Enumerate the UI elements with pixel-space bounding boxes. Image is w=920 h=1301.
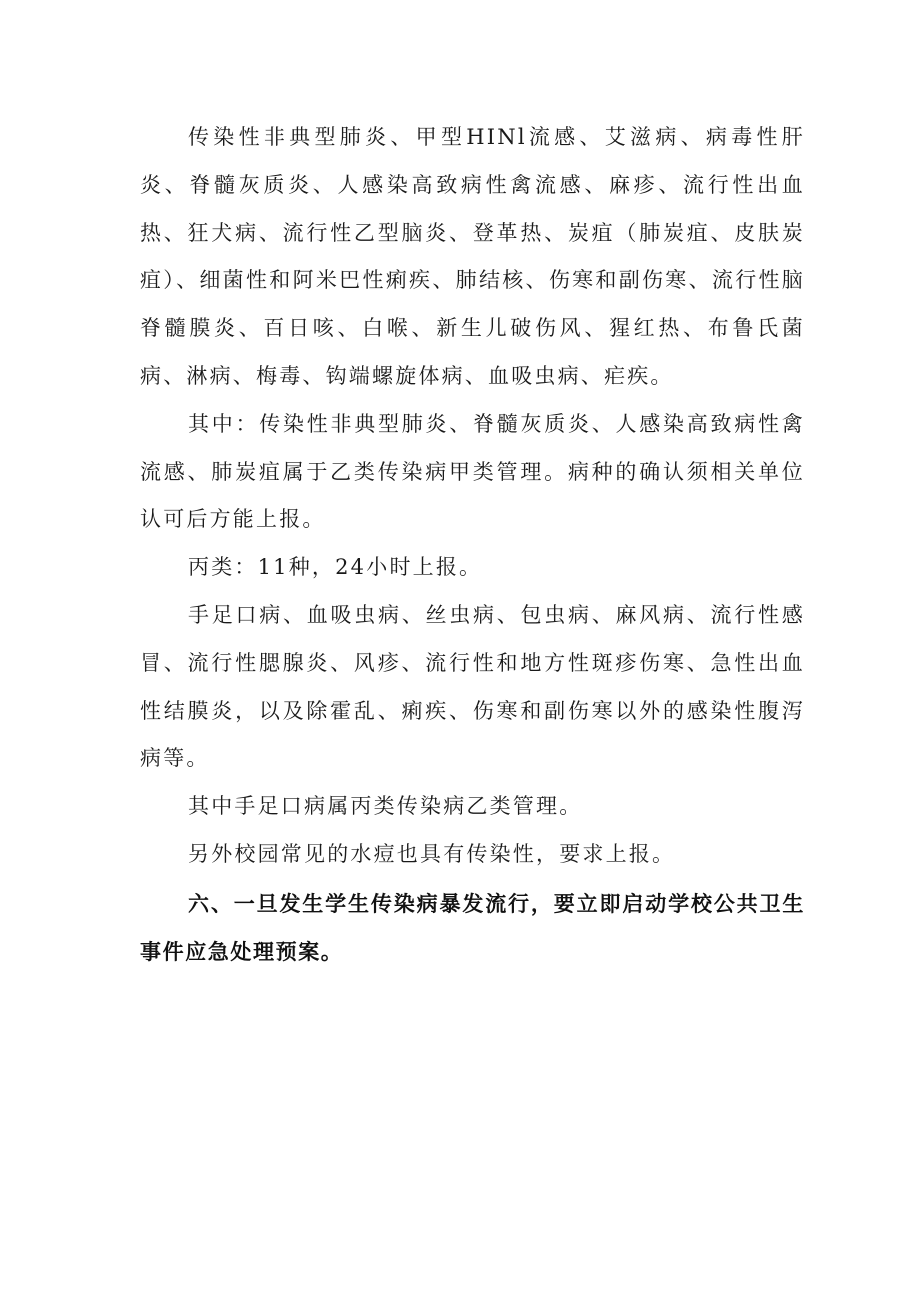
- document-body: [140, 114, 805, 976]
- paragraph-class-b-disease-list: 传染性非典型肺炎、甲型HINl流感、艾滋病、病毒性肝炎、脊髓灰质炎、人感染高致病性禽流感、麻疹、流行性出血热、狂犬病、流行性乙型脑炎、登革热、炭疽（肺炭疽、皮肤炭疽）、细菌性和阿米巴性痢疾、肺结核、伤寒和副伤寒、流行性脑脊髓膜炎、百日咳、白喉、新生儿破伤风、猩红热、布鲁氏菌病、淋病、梅毒、钩端螺旋体病、血吸虫病、疟疾。: [140, 125, 805, 388]
- paragraph-hfmd-note: 其中手足口病属丙类传染病乙类管理。: [188, 794, 583, 819]
- paragraph-class-c-header: 丙类：11种，24小时上报。: [188, 555, 483, 580]
- paragraph-class-c-disease-list: 手足口病、血吸虫病、丝虫病、包虫病、麻风病、流行性感冒、流行性腮腺炎、风疹、流行性和地方性斑疹伤寒、急性出血性结膜炎，以及除霍乱、痢疾、伤寒和副伤寒以外的感染性腹泻病等。: [140, 602, 805, 771]
- paragraph-class-a-management-note: 其中：传染性非典型肺炎、脊髓灰质炎、人感染高致病性禽流感、肺炭疽属于乙类传染病甲类管理。病种的确认须相关单位认可后方能上报。: [140, 411, 805, 532]
- section-heading-six: 六、一旦发生学生传染病暴发流行，要立即启动学校公共卫生事件应急处理预案。: [140, 891, 805, 964]
- paragraph-chickenpox-note: 另外校园常见的水痘也具有传染性，要求上报。: [188, 841, 676, 866]
